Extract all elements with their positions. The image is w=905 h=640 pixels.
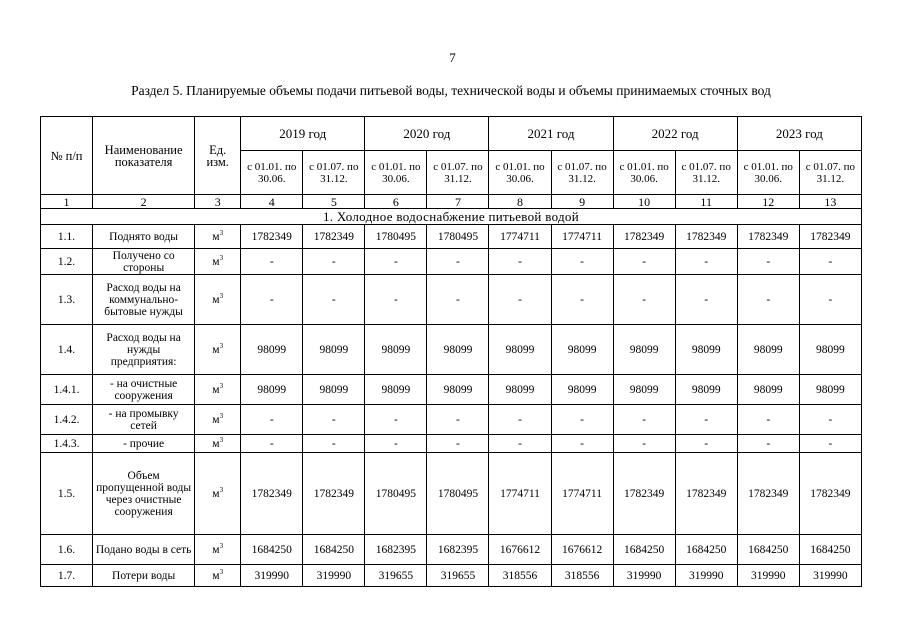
value-cell: - [427, 249, 489, 275]
table-row [41, 249, 862, 275]
value-cell: 98099 [799, 375, 861, 405]
value-cell: - [737, 275, 799, 325]
header-period: с 01.07. по 31.12. [551, 151, 613, 195]
value-cell: 98099 [303, 375, 365, 405]
value-cell: - [799, 405, 861, 435]
data-table [40, 116, 862, 587]
header-period: с 01.01. по 30.06. [241, 151, 303, 195]
table-row [41, 225, 862, 249]
indicator-name: Подано воды в сеть [93, 535, 195, 565]
value-cell: - [303, 275, 365, 325]
value-cell: - [365, 249, 427, 275]
value-cell: 1684250 [737, 535, 799, 565]
value-cell: 98099 [303, 325, 365, 375]
table-row [41, 275, 862, 325]
value-cell: 98099 [799, 325, 861, 375]
row-number: 1.6. [41, 535, 93, 565]
value-cell: - [489, 405, 551, 435]
value-cell: 98099 [737, 375, 799, 405]
column-number: 10 [613, 195, 675, 209]
section-heading-row [41, 209, 862, 225]
header-period: с 01.01. по 30.06. [365, 151, 427, 195]
column-number: 12 [737, 195, 799, 209]
indicator-name: - на очистные сооружения [93, 375, 195, 405]
value-cell: 98099 [241, 375, 303, 405]
value-cell: 1782349 [799, 225, 861, 249]
value-cell: 1684250 [675, 535, 737, 565]
indicator-name: Расход воды на нужды предприятия: [93, 325, 195, 375]
indicator-name: Объем пропущенной воды через очистные сооружения [93, 453, 195, 535]
header-period: с 01.07. по 31.12. [799, 151, 861, 195]
value-cell: 98099 [551, 375, 613, 405]
column-number: 5 [303, 195, 365, 209]
row-number: 1.7. [41, 565, 93, 587]
value-cell: 318556 [551, 565, 613, 587]
row-number: 1.3. [41, 275, 93, 325]
table-row [41, 375, 862, 405]
table-row [41, 325, 862, 375]
unit-cell: $м^3$ [195, 435, 241, 453]
page-number: 7 [449, 50, 456, 65]
header-period: с 01.07. по 31.12. [427, 151, 489, 195]
column-number: 2 [93, 195, 195, 209]
indicator-name: - на промывку сетей [93, 405, 195, 435]
value-cell: - [427, 275, 489, 325]
value-cell: - [489, 249, 551, 275]
value-cell: 98099 [427, 325, 489, 375]
header-year: 2019 год [241, 117, 365, 151]
value-cell: 1782349 [241, 225, 303, 249]
header-year: 2022 год [613, 117, 737, 151]
value-cell: - [241, 405, 303, 435]
value-cell: - [241, 249, 303, 275]
value-cell: - [303, 249, 365, 275]
row-number: 1.1. [41, 225, 93, 249]
value-cell: 1774711 [489, 453, 551, 535]
value-cell: 98099 [489, 325, 551, 375]
unit-cell: $м^3$ [195, 405, 241, 435]
value-cell: - [489, 275, 551, 325]
value-cell: - [241, 275, 303, 325]
value-cell: 1676612 [489, 535, 551, 565]
value-cell: 1782349 [675, 453, 737, 535]
value-cell: - [613, 435, 675, 453]
column-number-row [41, 195, 862, 209]
unit-cell: $м^3$ [195, 325, 241, 375]
value-cell: 1782349 [613, 453, 675, 535]
value-cell: 98099 [489, 375, 551, 405]
value-cell: 1774711 [489, 225, 551, 249]
value-cell: - [303, 405, 365, 435]
value-cell: 1782349 [613, 225, 675, 249]
value-cell: - [365, 275, 427, 325]
row-number: 1.4. [41, 325, 93, 375]
header-period: с 01.01. по 30.06. [737, 151, 799, 195]
value-cell: - [799, 249, 861, 275]
value-cell: 318556 [489, 565, 551, 587]
table-row [41, 565, 862, 587]
header-indicator: Наименование показателя [93, 117, 195, 195]
table-row [41, 405, 862, 435]
value-cell: 319990 [613, 565, 675, 587]
value-cell: 98099 [551, 325, 613, 375]
value-cell: - [799, 275, 861, 325]
unit-cell: $м^3$ [195, 565, 241, 587]
value-cell: 1774711 [551, 453, 613, 535]
header-unit: Ед. изм. [195, 117, 241, 195]
value-cell: - [427, 405, 489, 435]
value-cell: 1682395 [365, 535, 427, 565]
value-cell: 319990 [675, 565, 737, 587]
table-row [41, 453, 862, 535]
value-cell: - [489, 435, 551, 453]
value-cell: - [613, 249, 675, 275]
value-cell: 1684250 [799, 535, 861, 565]
value-cell: 98099 [737, 325, 799, 375]
indicator-name: Потери воды [93, 565, 195, 587]
indicator-name: Расход воды на коммунально-бытовые нужды [93, 275, 195, 325]
unit-cell: $м^3$ [195, 249, 241, 275]
value-cell: 319990 [737, 565, 799, 587]
header-year: 2021 год [489, 117, 613, 151]
row-number: 1.4.1. [41, 375, 93, 405]
row-number: 1.4.3. [41, 435, 93, 453]
header-period: с 01.01. по 30.06. [489, 151, 551, 195]
column-number: 1 [41, 195, 93, 209]
value-cell: 98099 [427, 375, 489, 405]
column-number: 6 [365, 195, 427, 209]
value-cell: 1782349 [737, 453, 799, 535]
value-cell: 1782349 [241, 453, 303, 535]
value-cell: - [675, 275, 737, 325]
value-cell: - [551, 435, 613, 453]
value-cell: 1780495 [365, 453, 427, 535]
row-number: 1.5. [41, 453, 93, 535]
column-number: 11 [675, 195, 737, 209]
value-cell: - [613, 275, 675, 325]
value-cell: 1780495 [427, 453, 489, 535]
value-cell: - [675, 435, 737, 453]
value-cell: - [551, 249, 613, 275]
value-cell: 98099 [365, 375, 427, 405]
value-cell: - [303, 435, 365, 453]
value-cell: - [799, 435, 861, 453]
value-cell: 98099 [613, 325, 675, 375]
column-number: 9 [551, 195, 613, 209]
value-cell: 319990 [799, 565, 861, 587]
value-cell: 1782349 [675, 225, 737, 249]
value-cell: 1782349 [799, 453, 861, 535]
value-cell: 1684250 [613, 535, 675, 565]
value-cell: 98099 [675, 325, 737, 375]
value-cell: 319990 [241, 565, 303, 587]
value-cell: - [737, 405, 799, 435]
value-cell: 1782349 [303, 453, 365, 535]
value-cell: 1782349 [737, 225, 799, 249]
value-cell: - [613, 405, 675, 435]
value-cell: - [427, 435, 489, 453]
header-period: с 01.01. по 30.06. [613, 151, 675, 195]
value-cell: - [675, 405, 737, 435]
row-number: 1.4.2. [41, 405, 93, 435]
unit-cell: $м^3$ [195, 535, 241, 565]
header-row-no: № п/п [41, 117, 93, 195]
table-row [41, 435, 862, 453]
section-title: Раздел 5. Планируемые объемы подачи питьевой воды, технической воды и объемы принимаемых сточных вод [131, 83, 771, 98]
unit-cell: $м^3$ [195, 225, 241, 249]
value-cell: 98099 [365, 325, 427, 375]
indicator-name: Поднято воды [93, 225, 195, 249]
column-number: 8 [489, 195, 551, 209]
unit-cell: $м^3$ [195, 275, 241, 325]
table-row [41, 535, 862, 565]
row-number: 1.2. [41, 249, 93, 275]
value-cell: - [675, 249, 737, 275]
column-number: 3 [195, 195, 241, 209]
column-number: 13 [799, 195, 861, 209]
value-cell: 1774711 [551, 225, 613, 249]
value-cell: - [551, 405, 613, 435]
value-cell: 1782349 [303, 225, 365, 249]
unit-cell: $м^3$ [195, 453, 241, 535]
value-cell: 1780495 [365, 225, 427, 249]
indicator-name: Получено со стороны [93, 249, 195, 275]
value-cell: - [241, 435, 303, 453]
section-heading: 1. Холодное водоснабжение питьевой водой [41, 209, 862, 225]
value-cell: - [737, 435, 799, 453]
value-cell: 319655 [365, 565, 427, 587]
value-cell: 98099 [613, 375, 675, 405]
value-cell: - [365, 405, 427, 435]
value-cell: 1780495 [427, 225, 489, 249]
value-cell: 319655 [427, 565, 489, 587]
value-cell: 98099 [675, 375, 737, 405]
column-number: 4 [241, 195, 303, 209]
value-cell: 98099 [241, 325, 303, 375]
value-cell: - [551, 275, 613, 325]
value-cell: 1684250 [303, 535, 365, 565]
header-period: с 01.07. по 31.12. [303, 151, 365, 195]
value-cell: 1684250 [241, 535, 303, 565]
value-cell: - [737, 249, 799, 275]
value-cell: - [365, 435, 427, 453]
value-cell: 319990 [303, 565, 365, 587]
unit-cell: $м^3$ [195, 375, 241, 405]
header-row-years [41, 117, 862, 151]
header-period: с 01.07. по 31.12. [675, 151, 737, 195]
header-year: 2023 год [737, 117, 861, 151]
value-cell: 1676612 [551, 535, 613, 565]
column-number: 7 [427, 195, 489, 209]
value-cell: 1682395 [427, 535, 489, 565]
header-year: 2020 год [365, 117, 489, 151]
indicator-name: - прочие [93, 435, 195, 453]
